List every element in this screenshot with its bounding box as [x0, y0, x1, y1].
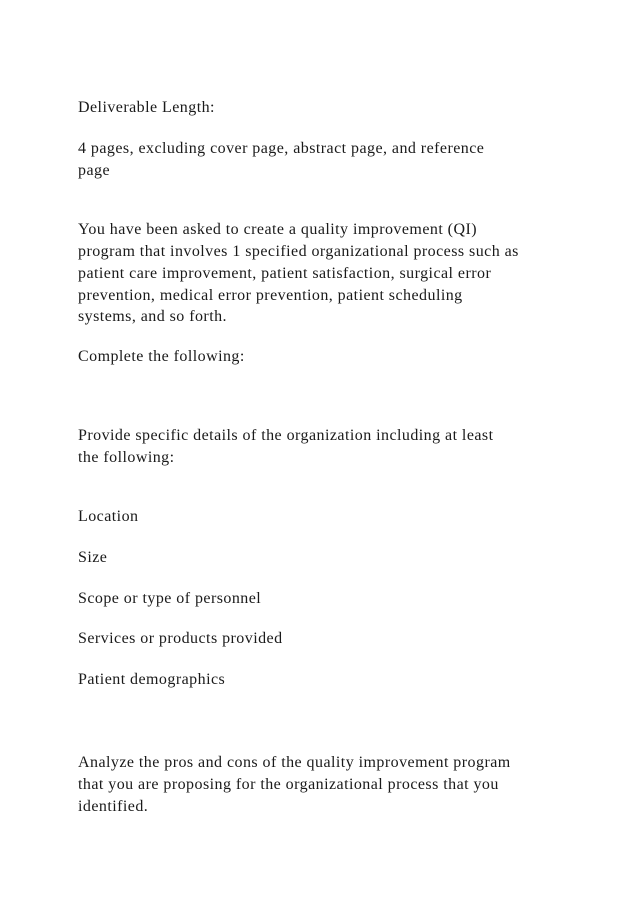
analyze-line: identified. [78, 798, 149, 815]
length-line: page [78, 162, 111, 179]
list-item-services: Services or products provided [78, 630, 283, 647]
analyze-line: that you are proposing for the organizational process that you [78, 776, 499, 793]
intro-line: prevention, medical error prevention, patient scheduling [78, 287, 463, 304]
list-item-demographics: Patient demographics [78, 671, 226, 688]
list-item-size: Size [78, 549, 108, 566]
deliverable-length-heading: Deliverable Length: [78, 99, 215, 116]
complete-following-text: Complete the following: [78, 348, 245, 365]
intro-line: patient care improvement, patient satisfaction, surgical error [78, 265, 492, 282]
list-item-personnel: Scope or type of personnel [78, 590, 262, 607]
intro-line: program that involves 1 specified organizational process such as [78, 243, 519, 260]
details-line: Provide specific details of the organization including at least [78, 427, 494, 444]
intro-line: systems, and so forth. [78, 308, 228, 325]
intro-line: You have been asked to create a quality improvement (QI) [78, 221, 478, 238]
list-item-location: Location [78, 508, 139, 525]
details-line: the following: [78, 449, 175, 466]
length-line: 4 pages, excluding cover page, abstract page, and reference [78, 140, 485, 157]
analyze-line: Analyze the pros and cons of the quality improvement program [78, 754, 511, 771]
